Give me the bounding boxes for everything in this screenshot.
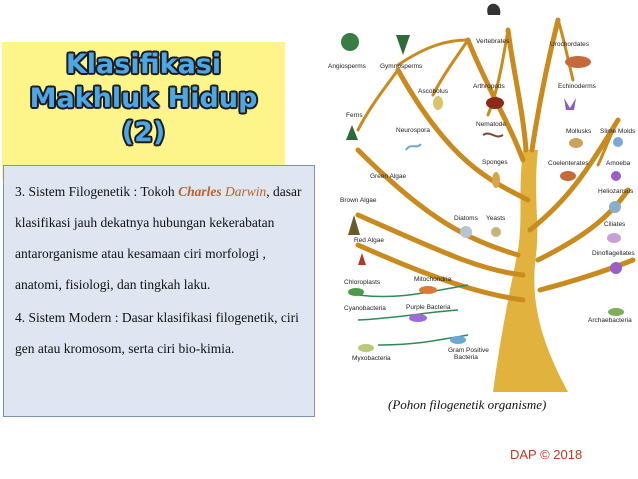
paragraph-filogenetik	[15, 176, 306, 300]
label-vertebrates: Vertebrates	[476, 38, 510, 45]
label-yeasts: Yeasts	[486, 215, 506, 222]
label-nematode: Nematode	[476, 121, 506, 128]
ciliate-icon	[607, 233, 621, 243]
nematode-icon	[483, 134, 503, 137]
title-line-1: Klasifikasi	[65, 49, 222, 80]
arthropod-icon	[486, 97, 504, 109]
label-purple-bacteria: Purple Bacteria	[406, 304, 451, 311]
yeast-icon	[491, 227, 501, 237]
brown-algae-icon	[348, 215, 360, 235]
dinoflagellate-icon	[610, 262, 622, 274]
gymnosperm-icon	[396, 35, 410, 55]
label-archaebacteria: Archaebacteria	[588, 317, 632, 324]
label-dinoflagellates: Dinoflagellates	[592, 250, 635, 257]
label-heliozansus: Heliozansus	[598, 188, 634, 195]
title-line-2: Makhluk Hidup	[29, 83, 258, 114]
slide-title	[2, 48, 285, 150]
label-green-algae: Green Algae	[370, 173, 407, 180]
heliozansus-icon	[609, 201, 621, 213]
label-gram-positive: Gram Positive	[448, 347, 489, 354]
darwin-name-a: Charles	[178, 184, 222, 199]
label-slime-molds: Slime Molds	[600, 128, 636, 135]
label-coelenterates: Coelenterates	[548, 160, 589, 167]
red-algae-icon	[358, 253, 366, 265]
label-brown-algae: Brown Algae	[340, 197, 377, 204]
label-mitochondria: Mitochondria	[414, 276, 452, 283]
label-neurospora: Neurospora	[396, 127, 430, 134]
label-ferns: Ferns	[346, 112, 363, 119]
sponge-icon	[492, 172, 500, 188]
neurospora-icon	[406, 144, 421, 150]
amoeba-icon	[611, 171, 621, 181]
label-amoeba: Amoeba	[606, 160, 631, 167]
label-sponges: Sponges	[482, 159, 508, 166]
p1-rest: , dasar klasifikasi jauh dekatnya hubungan kekerabatan antarorganisme atau kesamaan ciri morfologi , anatomi, fisiologi, dan tingkah laku.	[15, 184, 302, 292]
label-angiosperms: Angiosperms	[328, 63, 366, 70]
phylogenetic-tree	[318, 0, 638, 392]
chloroplast-icon	[348, 288, 364, 296]
label-gram-positive-bacteria: Bacteria	[454, 354, 478, 361]
label-cyanobacteria: Cyanobacteria	[344, 305, 386, 312]
p1-prefix: 3. Sistem Filogenetik : Tokoh	[15, 184, 175, 199]
myxobacteria-icon	[358, 344, 374, 352]
paragraph-modern: 4. Sistem Modern : Dasar klasifikasi filogenetik, ciri gen atau kromosom, serta ciri bio-kimia.	[15, 310, 299, 356]
label-chloroplasts: Chloroplasts	[344, 279, 381, 286]
label-ascobolus: Ascobolus	[418, 88, 448, 95]
copyright-footer: DAP © 2018	[510, 447, 583, 462]
angiosperm-icon	[341, 33, 359, 51]
fern-icon	[346, 125, 358, 140]
archaebacteria-icon	[608, 308, 624, 316]
ascobolus-icon	[433, 96, 443, 110]
title-line-3: (2)	[121, 117, 166, 148]
darwin-name-b: Darwin	[224, 184, 267, 199]
coelenterate-icon	[560, 171, 576, 181]
label-urochordates: Urochordates	[550, 41, 590, 48]
mollusk-icon	[569, 138, 583, 148]
label-red-algae: Red Algae	[354, 237, 384, 244]
label-myxobacteria: Myxobacteria	[352, 355, 391, 362]
label-arthropods: Arthropods	[473, 83, 505, 90]
label-ciliates: Ciliates	[604, 221, 626, 228]
urochordate-icon	[565, 56, 591, 68]
echinoderm-icon	[564, 98, 576, 110]
gram-positive-icon	[450, 336, 466, 344]
tree-labels	[328, 38, 636, 362]
mitochondria-icon	[419, 286, 437, 294]
label-mollusks: Mollusks	[566, 128, 592, 135]
slime-mold-icon	[613, 137, 623, 147]
label-echinoderms: Echinoderms	[558, 83, 596, 90]
label-diatoms: Diatoms	[454, 215, 478, 222]
vertebrate-icon	[487, 4, 500, 15]
diatom-icon	[460, 226, 472, 238]
purple-bacteria-icon	[409, 314, 427, 322]
label-gymnosperms: Gymnosperms	[380, 63, 423, 70]
tree-caption: (Pohon filogenetik organisme)	[388, 397, 547, 412]
content-box	[3, 165, 315, 417]
